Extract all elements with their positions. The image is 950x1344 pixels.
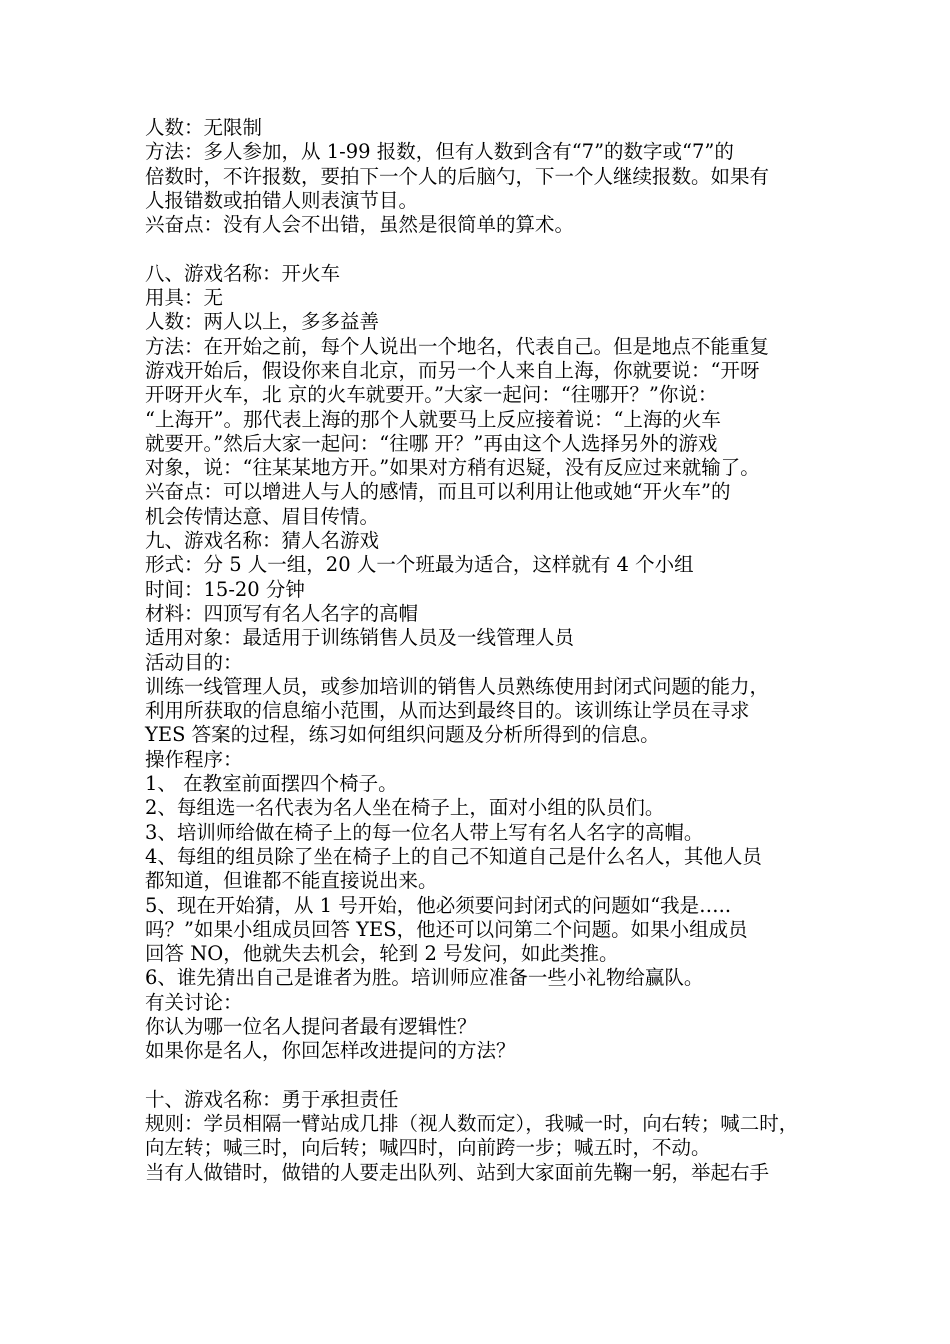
list-item: 5、现在开始猜，从 1 号开始，他必须要问封闭式的问题如“我是….. <box>145 893 732 917</box>
text-line: 机会传情达意、眉目传情。 <box>145 504 380 528</box>
text-line: 活动目的： <box>145 650 243 674</box>
text-line: 形式：分 5 人一组，20 人一个班最为适合，这样就有 4 个小组 <box>145 553 694 577</box>
text-line: 游戏开始后，假设你来自北京，而另一个人来自上海，你就要说：“开呀 <box>145 358 760 382</box>
text-line: 方法：多人参加，从 1-99 报数，但有人数到含有“7”的数字或“7”的 <box>145 140 734 164</box>
text-line: 当有人做错时，做错的人要走出队列、站到大家面前先鞠一躬，举起右手 <box>145 1160 770 1184</box>
text-line: 训练一线管理人员，或参加培训的销售人员熟练使用封闭式问题的能力， <box>145 674 770 698</box>
text-line: 有关讨论： <box>145 990 243 1014</box>
text-line: 利用所获取的信息缩小范围，从而达到最终目的。该训练让学员在寻求 <box>145 699 750 723</box>
section-heading-10: 十、游戏名称：勇于承担责任 <box>145 1087 399 1111</box>
list-item: 2、每组选一名代表为名人坐在椅子上，面对小组的队员们。 <box>145 796 665 820</box>
text-line: 材料：四顶写有名人名字的高帽 <box>145 601 419 625</box>
text-line: 兴奋点：没有人会不出错，虽然是很简单的算术。 <box>145 213 575 237</box>
text-line: 用具：无 <box>145 286 224 310</box>
text-line: 回答 NO，他就失去机会，轮到 2 号发问，如此类推。 <box>145 942 619 966</box>
text-line: 倍数时，不许报数，要拍下一个人的后脑勺，下一个人继续报数。如果有 <box>145 164 770 188</box>
blank-line <box>145 237 820 261</box>
text-line: 向左转；喊三时，向后转；喊四时，向前跨一步；喊五时，不动。 <box>145 1136 711 1160</box>
text-line: 人数：两人以上，多多益善 <box>145 310 380 334</box>
list-item: 6、谁先猜出自己是谁者为胜。培训师应准备一些小礼物给赢队。 <box>145 966 704 990</box>
text-line: 方法：在开始之前，每个人说出一个地名，代表自己。但是地点不能重复 <box>145 334 770 358</box>
section-heading-8: 八、游戏名称：开火车 <box>145 261 341 285</box>
blank-line <box>145 1064 820 1088</box>
text-line: 你认为哪一位名人提问者最有逻辑性？ <box>145 1014 477 1038</box>
text-line: 对象，说：“往某某地方开。”如果对方稍有迟疑，没有反应过来就输了。 <box>145 456 760 480</box>
list-item: 1、 在教室前面摆四个椅子。 <box>145 772 398 796</box>
section-heading-9: 九、游戏名称：猜人名游戏 <box>145 529 380 553</box>
text-line: 吗？”如果小组成员回答 YES，他还可以问第二个问题。如果小组成员 <box>145 917 748 941</box>
text-line: 适用对象：最适用于训练销售人员及一线管理人员 <box>145 626 575 650</box>
document-page <box>145 116 820 1185</box>
list-item: 4、每组的组员除了坐在椅子上的自己不知道自己是什么名人，其他人员 <box>145 844 762 868</box>
list-item: 3、培训师给做在椅子上的每一位名人带上写有名人名字的高帽。 <box>145 820 704 844</box>
text-line: 人报错数或拍错人则表演节目。 <box>145 188 419 212</box>
text-line: 都知道，但谁都不能直接说出来。 <box>145 869 438 893</box>
text-line: 规则：学员相隔一臂站成几排（视人数而定），我喊一时，向右转；喊二时， <box>145 1112 799 1136</box>
text-line: 时间：15-20 分钟 <box>145 577 305 601</box>
text-line: 就要开。”然后大家一起问：“往哪 开？”再由这个人选择另外的游戏 <box>145 431 718 455</box>
text-line: “上海开”。那代表上海的那个人就要马上反应接着说：“上海的火车 <box>145 407 721 431</box>
text-line: YES 答案的过程，练习如何组织问题及分析所得到的信息。 <box>145 723 660 747</box>
text-line: 如果你是名人，你回怎样改进提问的方法？ <box>145 1039 516 1063</box>
text-line: 开呀开火车，北 京的火车就要开。”大家一起问：“往哪开？”你说： <box>145 383 718 407</box>
text-line: 人数：无限制 <box>145 116 263 139</box>
text-line: 操作程序： <box>145 747 243 771</box>
text-line: 兴奋点：可以增进人与人的感情，而且可以利用让他或她“开火车”的 <box>145 480 731 504</box>
